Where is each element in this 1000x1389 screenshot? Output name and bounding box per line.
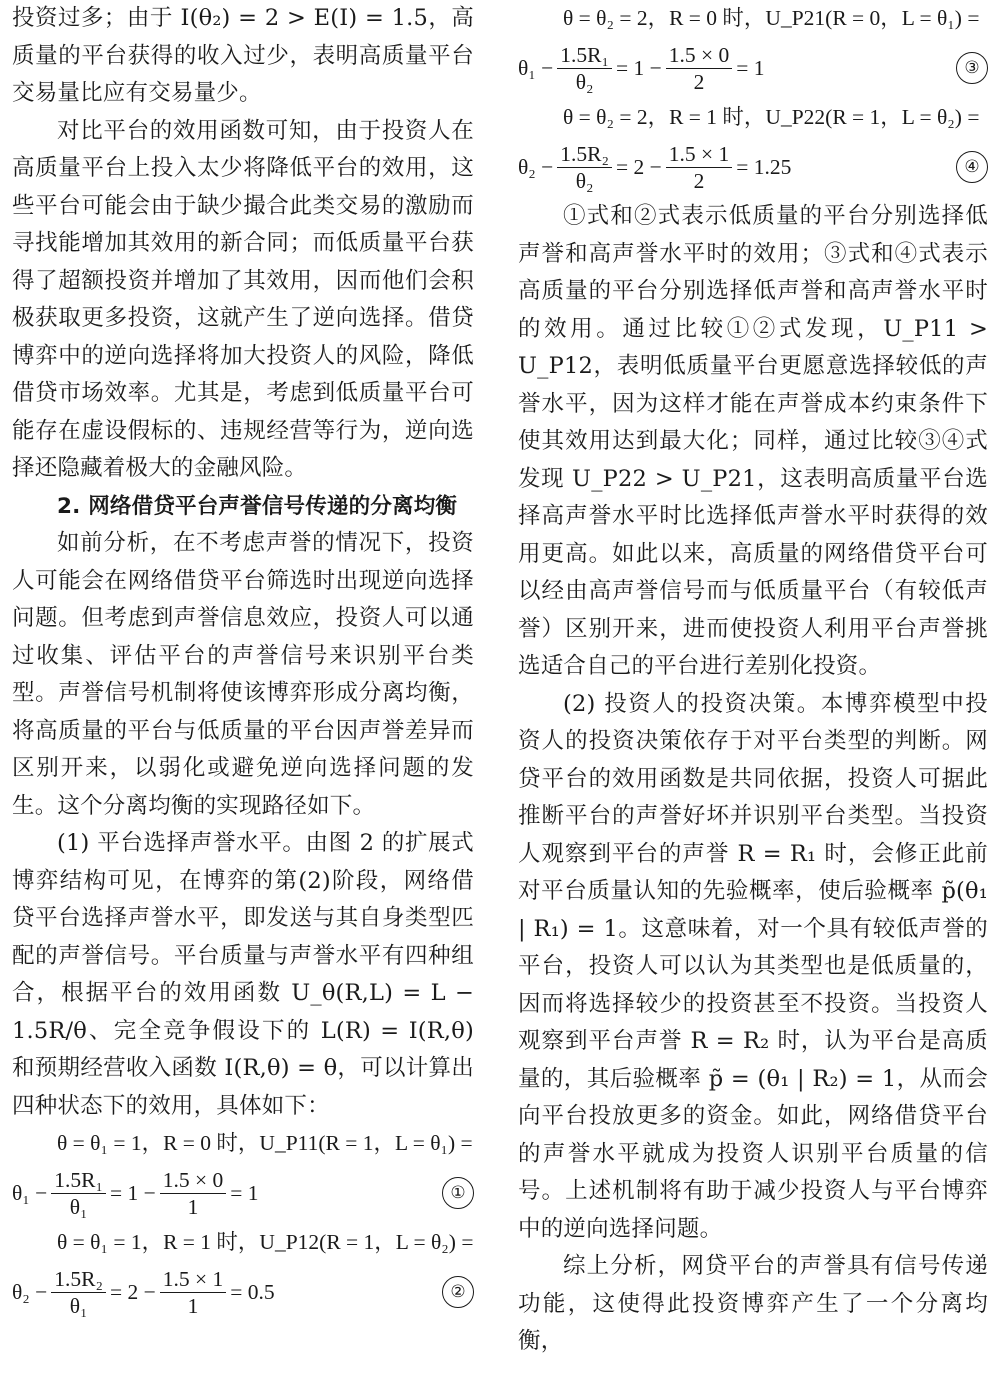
eq1-mid: = 1 − [110,1180,156,1205]
equation-number-1: ① [442,1177,474,1209]
paragraph-separating-equilibrium: 如前分析，在不考虑声誉的情况下，投资人可能会在网络借贷平台筛选时出现逆向选择问题。但考虑到声誉信息效应，投资人可以通过收集、评估平台的声誉信号来识别平台类型。声誉信号机制将使该博弈形成分离均衡，将高质量的平台与低质量的平台因声誉差异而区别开来，以弱化或避免逆向选择问题的发生。这个分离均衡的实现路径如下。 [12,530,474,819]
eq3-fraction-1 [557,43,612,94]
eq1-frac2-numerator: 1.5 × 0 [160,1168,227,1194]
equation-number-2: ② [442,1276,474,1308]
eq2-mid: = 2 − [110,1279,156,1304]
paragraph-continuation: 投资过多；由于 I(θ₂) = 2 > E(I) = 1.5，高质量的平台获得的收入过少，表明高质量平台交易量比应有交易量少。 [12,5,474,106]
section-heading: 2. 网络借贷平台声誉信号传递的分离均衡 [57,493,458,519]
eq4-fraction-1 [557,142,612,193]
eq3-frac1-denominator: θ₂ [575,69,594,94]
paragraph-investor-decision: (2) 投资人的投资决策。本博弈模型中投资人的投资决策依存于对平台类型的判断。网贷平台的效用函数是共同依据，投资人可据此推断平台的声誉好坏并识别平台类型。当投资人观察到平台的声誉 R = R₁ 时，会修正此前对平台质量认知的先验概率，使后验概率 p̃(θ₁ | R₁) = 1。这意味着，对一个具有较低声誉的平台，投资人可以认为其类型也是低质量的，因而将选择较少的投资甚至不投资。当投资人观察到平台声誉 R = R₂ 时，认为平台是高质量的，其后验概率 p̃ = (θ₁ | R₂) = 1，从而会向平台投放更多的资金。如此，网络借贷平台的声誉水平就成为投资人识别平台质量的信号。上述机制将有助于减少投资人与平台博弈中的逆向选择问题。 [518,690,988,1242]
eq1-fraction-1 [51,1168,106,1219]
eq2-fraction-2 [160,1267,227,1318]
equation-1-condition: θ = θ₁ = 1，R = 0 时，U_P11(R = 1，L = θ₁) = [57,1131,473,1155]
equation-3 [518,37,988,99]
eq2-frac2-numerator: 1.5 × 1 [160,1267,227,1293]
equation-3-condition: θ = θ₂ = 2，R = 0 时，U_P21(R = 0，L = θ₁) = [563,6,980,30]
eq3-fraction-2 [666,43,733,94]
equation-number-4: ④ [956,151,988,183]
eq3-rhs: = 1 [736,55,765,80]
eq3-mid: = 1 − [616,55,662,80]
eq1-fraction-2 [160,1168,227,1219]
eq3-lhs: θ₁ − [518,55,554,80]
equation-2 [12,1261,474,1323]
equation-number-3: ③ [956,52,988,84]
eq3-frac2-numerator: 1.5 × 0 [666,43,733,69]
eq2-rhs: = 0.5 [230,1279,275,1304]
paragraph-utility-comparison: ①式和②式表示低质量的平台分别选择低声誉和高声誉水平时的效用；③式和④式表示高质量的平台分别选择低声誉和高声誉水平时的效用。通过比较①②式发现，U_P11 > U_P12，表明低质量平台更愿意选择较低的声誉水平，因为这样才能在声誉成本约束条件下使其效用达到最大化；同样，通过比较③④式发现 U_P22 > U_P21，这表明高质量平台选择高声誉水平时比选择低声誉水平时获得的效用更高。如此以来，高质量的网络借贷平台可以经由高声誉信号而与低质量平台（有较低声誉）区别开来，进而使投资人利用平台声誉挑选适合自己的平台进行差别化投资。 [518,203,988,679]
eq1-rhs: = 1 [230,1180,259,1205]
eq2-frac1-denominator: θ₁ [69,1293,88,1318]
paragraph-platform-utility: 对比平台的效用函数可知，由于投资人在高质量平台上投入太少将降低平台的效用，这些平台可能会由于缺少撮合此类交易的激励而寻找能增加其效用的新合同；而低质量平台获得了超额投资并增加了其效用，因而他们会积极获取更多投资，这就产生了逆向选择。借贷博弈中的逆向选择将加大投资人的风险，降低借贷市场效率。尤其是，考虑到低质量平台可能存在虚设假标的、违规经营等行为，逆向选择还隐藏着极大的金融风险。 [12,117,474,481]
eq1-lhs: θ₁ − [12,1180,48,1205]
right-column [518,0,988,1361]
eq4-lhs: θ₂ − [518,154,554,179]
paragraph-summary: 综上分析，网贷平台的声誉具有信号传递功能，这使得此投资博弈产生了一个分离均衡， [518,1253,988,1354]
equation-1 [12,1162,474,1224]
eq1-frac1-numerator: 1.5R₁ [51,1168,106,1194]
eq2-fraction-1 [51,1267,106,1318]
eq4-fraction-2 [666,142,733,193]
paragraph-reputation-level: (1) 平台选择声誉水平。由图 2 的扩展式博弈结构可见，在博弈的第(2)阶段，网络借贷平台选择声誉水平，即发送与其自身类型匹配的声誉信号。平台质量与声誉水平有四种组合，根据平台的效用函数 U_θ(R,L) = L − 1.5R/θ、完全竞争假设下的 L(R) = I(R,θ) 和预期经营收入函数 I(R,θ) = θ，可以计算出四种状态下的效用，具体如下： [12,830,474,1119]
eq4-rhs: = 1.25 [736,154,792,179]
eq4-mid: = 2 − [616,154,662,179]
equation-2-condition: θ = θ₁ = 1，R = 1 时，U_P12(R = 1，L = θ₂) = [57,1230,474,1254]
eq3-frac1-numerator: 1.5R₁ [557,43,612,69]
equation-4 [518,136,988,198]
equation-4-condition: θ = θ₂ = 2，R = 1 时，U_P22(R = 1，L = θ₂) = [563,105,980,129]
eq3-frac2-denominator: 2 [693,69,705,94]
eq1-frac1-denominator: θ₁ [69,1194,88,1219]
left-column [12,0,474,1323]
eq2-lhs: θ₂ − [12,1279,48,1304]
eq4-frac2-numerator: 1.5 × 1 [666,142,733,168]
eq1-frac2-denominator: 1 [187,1194,199,1219]
eq4-frac1-denominator: θ₂ [575,168,594,193]
eq4-frac2-denominator: 2 [693,168,705,193]
eq2-frac2-denominator: 1 [187,1293,199,1318]
eq2-frac1-numerator: 1.5R₂ [51,1267,106,1293]
eq4-frac1-numerator: 1.5R₂ [557,142,612,168]
